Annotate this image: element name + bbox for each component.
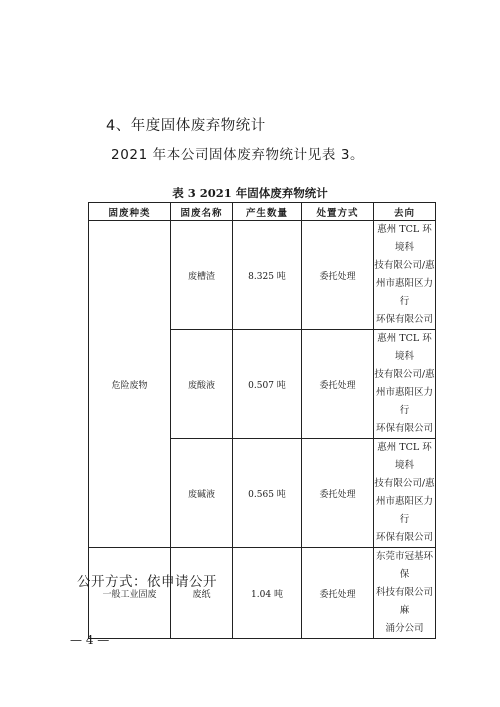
header-quantity: 产生数量 [233, 203, 302, 221]
destination-line: 技有限公司/惠 [374, 260, 435, 271]
waste-name-cell: 废酸液 [171, 330, 233, 439]
table-caption: 表 3 2021 年固体废弃物统计 [172, 186, 328, 200]
disposal-cell: 委托处理 [302, 221, 374, 330]
disposal-cell: 委托处理 [302, 439, 374, 548]
quantity-cell: 8.325 吨 [233, 221, 302, 330]
category-cell: 一般工业固废 [89, 548, 171, 639]
destination-line: 州市惠阳区力行 [375, 278, 433, 307]
table-row [89, 221, 436, 330]
destination-cell [374, 439, 436, 548]
header-name: 固废名称 [171, 203, 233, 221]
disposal-cell: 委托处理 [302, 548, 374, 639]
disposal-cell: 委托处理 [302, 330, 374, 439]
destination-line: 州市惠阳区力行 [375, 387, 433, 416]
table-row [89, 548, 436, 639]
destination-line: 惠州 TCL 环境科 [377, 224, 432, 253]
destination-line: 环保有限公司 [375, 314, 433, 325]
destination-line: 惠州 TCL 环境科 [377, 442, 432, 471]
destination-line: 技有限公司/惠 [374, 369, 435, 380]
quantity-cell: 0.507 吨 [233, 330, 302, 439]
quantity-cell: 0.565 吨 [233, 439, 302, 548]
destination-cell [374, 548, 436, 639]
quantity-cell: 1.04 吨 [233, 548, 302, 639]
intro-text: 2021 年本公司固体废弃物统计见表 3。 [111, 147, 365, 163]
destination-cell [374, 330, 436, 439]
destination-line: 环保有限公司 [375, 423, 433, 434]
destination-line: 东莞市冠基环保 [375, 551, 433, 580]
waste-name-cell: 废纸 [171, 548, 233, 639]
header-category: 固废种类 [89, 203, 171, 221]
destination-line: 州市惠阳区力行 [375, 496, 433, 525]
header-disposal: 处置方式 [302, 203, 374, 221]
destination-line: 涌分公司 [385, 623, 424, 634]
category-cell: 危险废物 [89, 221, 171, 548]
header-destination: 去向 [374, 203, 436, 221]
section-heading: 4、年度固体废弃物统计 [106, 118, 266, 134]
destination-line: 技有限公司/惠 [374, 478, 435, 489]
waste-name-cell: 废碱液 [171, 439, 233, 548]
waste-name-cell: 废槽渣 [171, 221, 233, 330]
destination-line: 科技有限公司麻 [375, 587, 433, 616]
destination-cell [374, 221, 436, 330]
destination-line: 环保有限公司 [375, 532, 433, 543]
page-number: — 4 — [70, 633, 110, 647]
disclosure-method: 公开方式：依申请公开 [77, 574, 217, 590]
destination-line: 惠州 TCL 环境科 [377, 333, 432, 362]
table-header-row [89, 203, 436, 221]
